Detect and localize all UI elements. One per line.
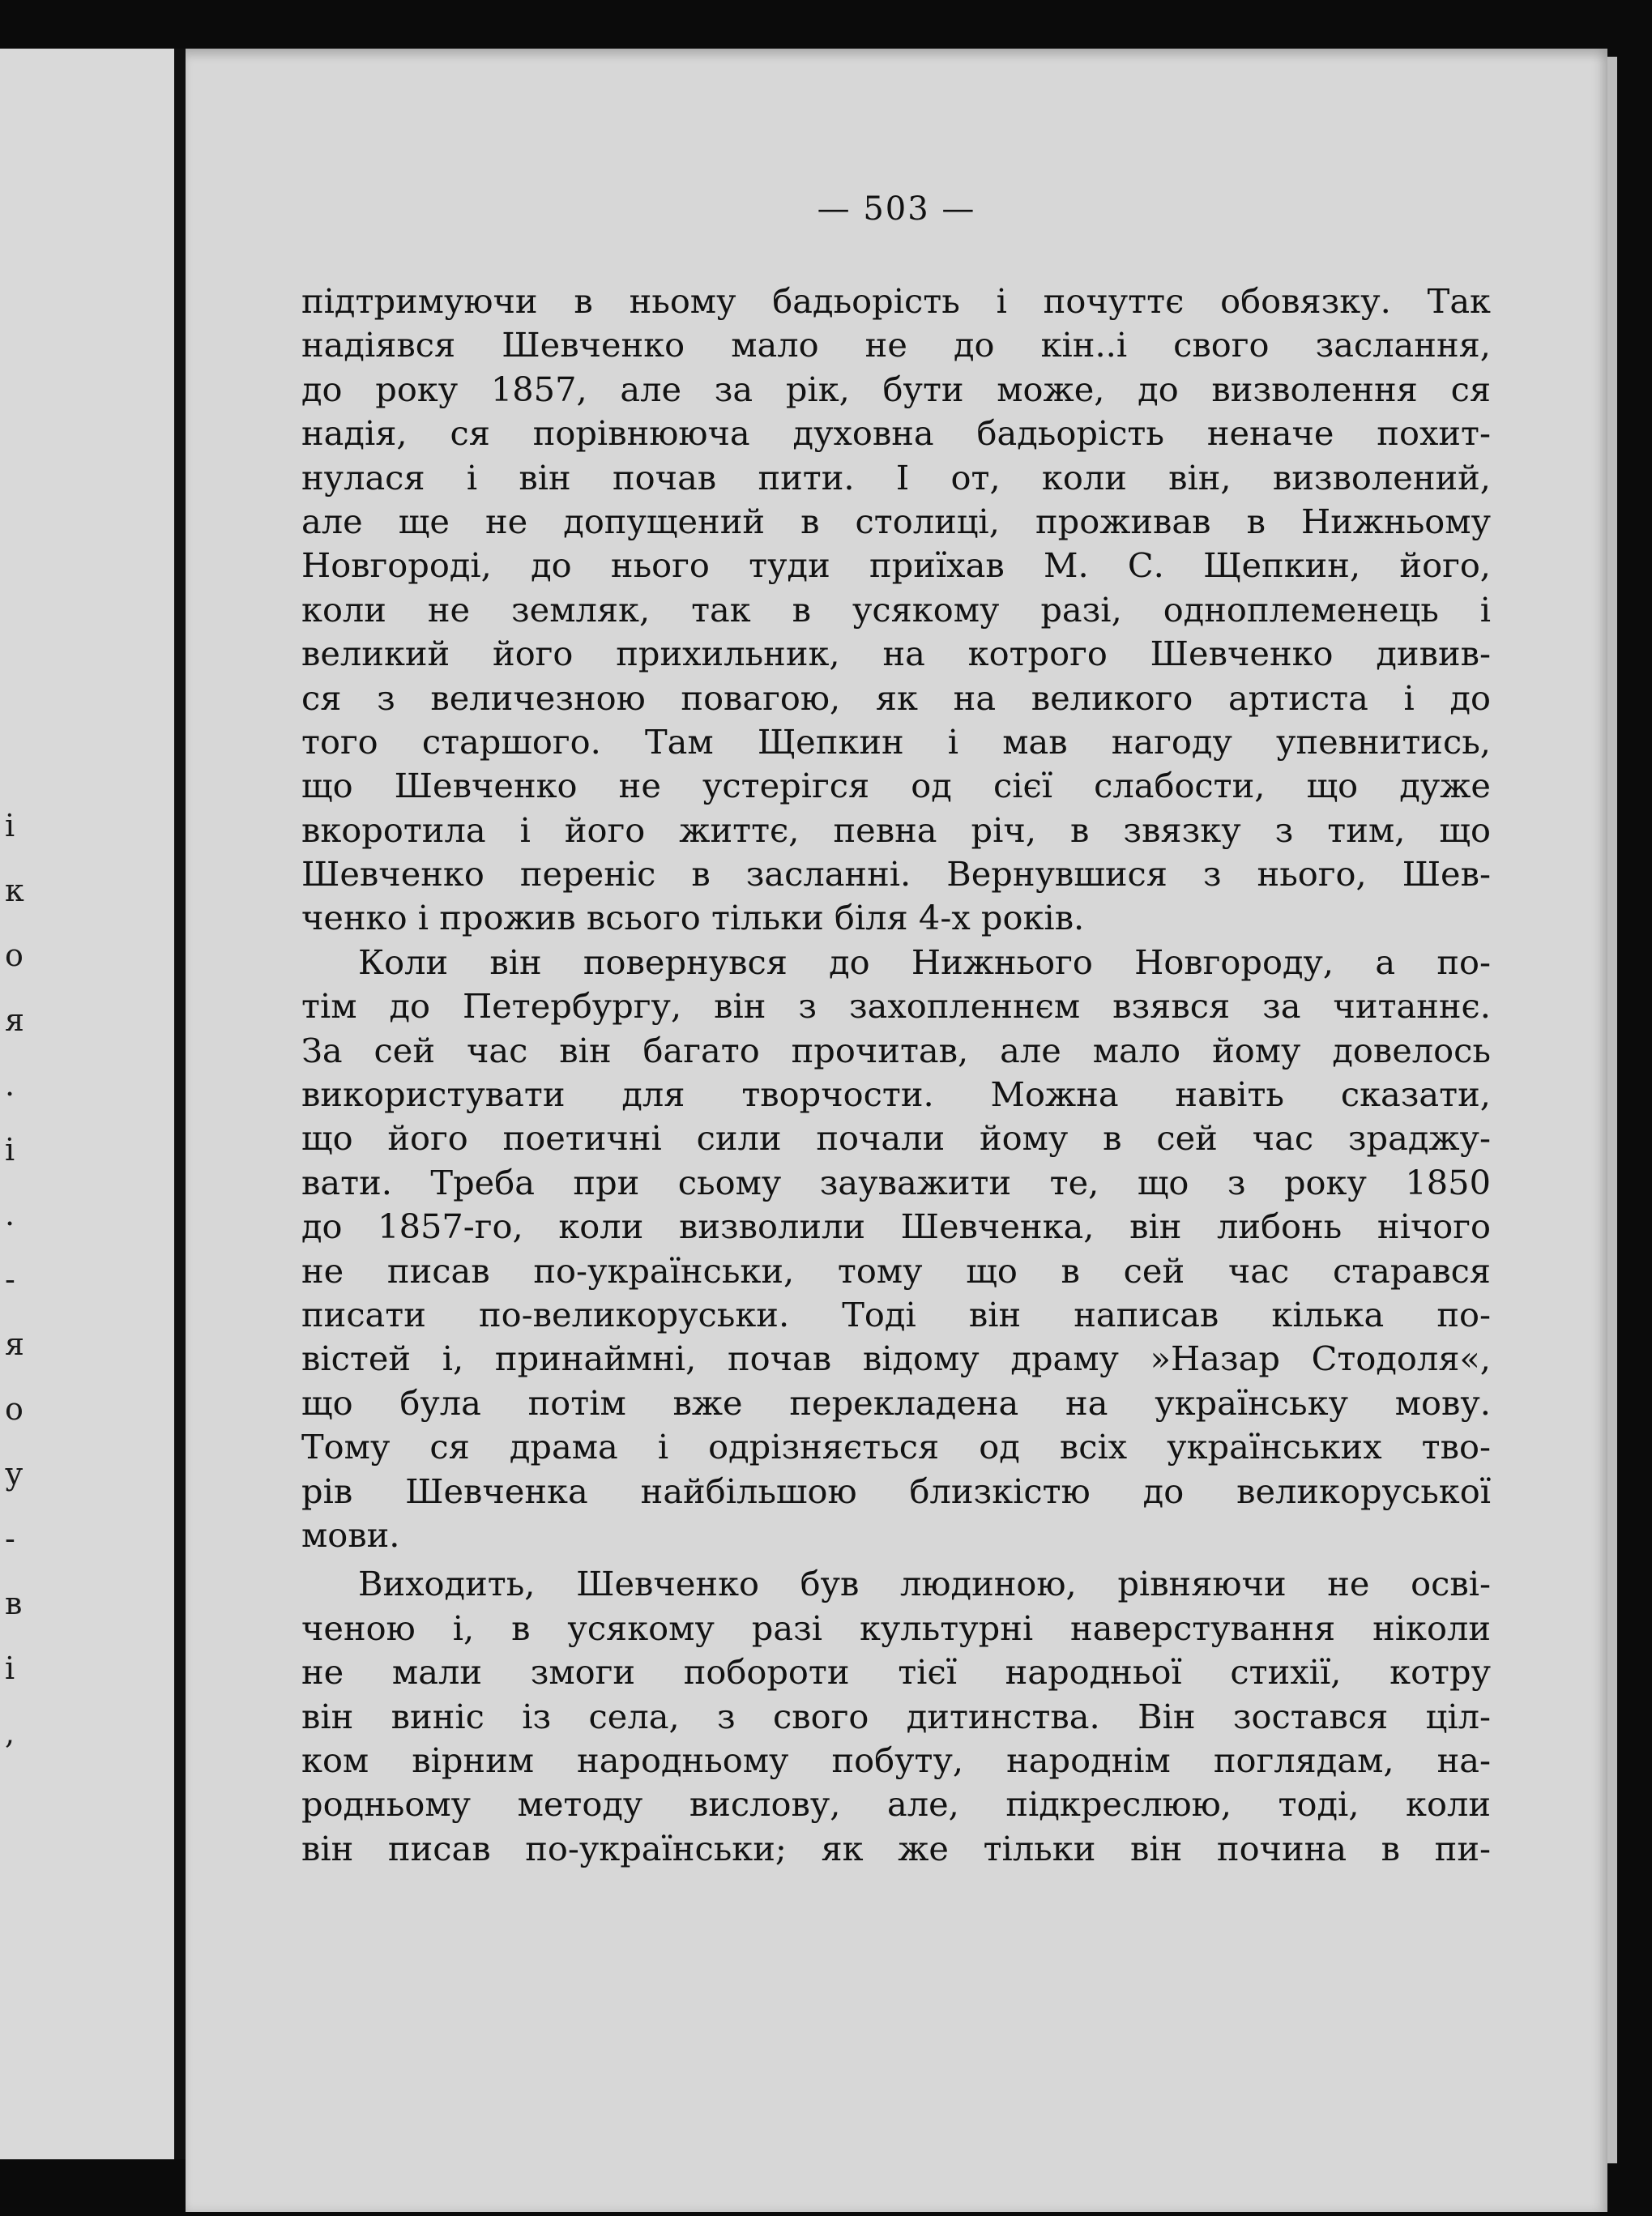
- previous-page-letter: і: [5, 1650, 15, 1686]
- text-line: до 1857-го, коли визволили Шевченка, він либонь нічого: [301, 1206, 1491, 1247]
- paragraph: [301, 941, 1491, 1557]
- text-line: Виходить, Шевченко був людиною, рівняючи не осві-: [358, 1564, 1491, 1604]
- text-line: не мали змоги побороти тієї народньої стихії, котру: [301, 1652, 1491, 1693]
- previous-page-letter: ,: [5, 1715, 15, 1751]
- previous-page-letters: [0, 49, 174, 2159]
- previous-page-letter: -: [5, 1262, 15, 1297]
- text-line: вістей і, принаймні, почав відому драму »Назар Стодоля«,: [301, 1339, 1491, 1379]
- text-line: вати. Треба при сьому зауважити те, що з року 1850: [301, 1162, 1491, 1202]
- text-line: За сей час він багато прочитав, але мало йому довелось: [301, 1030, 1491, 1070]
- previous-page-letter: у: [5, 1456, 23, 1492]
- text-line: вкоротила і його життє, певна річ, в звязку з тим, що: [301, 809, 1491, 850]
- text-line: надія, ся порівнююча духовна бадьорість неначе похит-: [301, 413, 1491, 454]
- paragraph: [301, 1562, 1491, 1871]
- text-line: але ще не допущений в столиці, проживав в Нижньому: [301, 501, 1491, 541]
- text-line: підтримуючи в ньому бадьорість і почуттє обовязку. Так: [301, 281, 1491, 321]
- text-line: мови.: [301, 1514, 400, 1555]
- page-number: — 503 —: [817, 190, 976, 228]
- previous-page-letter: .: [5, 1067, 15, 1103]
- text-line: Шевченко переніс в засланні. Вернувшися з нього, Шев-: [301, 854, 1491, 895]
- previous-page-letter: .: [5, 1197, 15, 1232]
- text-line: тім до Петербургу, він з захопленнєм взявся за читаннє.: [301, 986, 1491, 1027]
- text-line: нулася і він почав пити. І от, коли він, визволений,: [301, 457, 1491, 497]
- text-line: надіявся Шевченко мало не до кін..і свого заслання,: [301, 325, 1491, 365]
- text-line: ченко і прожив всього тільки біля 4-х років.: [301, 898, 1085, 938]
- text-line: що була потім вже перекладена на українську мову.: [301, 1382, 1491, 1423]
- text-line: що його поетичні сили почали йому в сей час зраджу-: [301, 1118, 1491, 1159]
- text-line: що Шевченко не устерігся од сієї слабости, що дуже: [301, 766, 1491, 806]
- text-line: Коли він повернувся до Нижнього Новгороду, а по-: [358, 941, 1491, 982]
- page-right-edge: [1607, 57, 1617, 2163]
- text-line: ся з величезною повагою, як на великого артиста і до: [301, 677, 1491, 718]
- body-text: [301, 280, 1491, 1871]
- book-gutter: [174, 49, 186, 2159]
- text-line: того старшого. Там Щепкин і мав нагоду упевнитись,: [301, 721, 1491, 762]
- text-line: до року 1857, але за рік, бути може, до визволення ся: [301, 369, 1491, 409]
- text-line: ченою і, в усякому разі культурні наверстування ніколи: [301, 1608, 1491, 1648]
- text-line: писати по-великоруськи. Тоді він написав кілька по-: [301, 1294, 1491, 1334]
- previous-page-letter: я: [5, 1326, 24, 1362]
- previous-page-letter: і: [5, 808, 15, 843]
- text-line: не писав по-українськи, тому що в сей час старався: [301, 1250, 1491, 1291]
- text-line: Тому ся драма і одрізняється од всіх українських тво-: [301, 1427, 1491, 1467]
- text-line: коли не земляк, так в усякому разі, одноплеменець і: [301, 589, 1491, 630]
- previous-page-letter: -: [5, 1521, 15, 1556]
- previous-page-letter: і: [5, 1132, 15, 1168]
- previous-page-letter: я: [5, 1002, 24, 1038]
- text-line: Новгороді, до нього туди приїхав М. С. Щепкин, його,: [301, 545, 1491, 586]
- previous-page-letter: о: [5, 1391, 23, 1427]
- previous-page-letter: о: [5, 937, 23, 973]
- text-line: він виніс із села, з свого дитинства. Він зостався ціл-: [301, 1696, 1491, 1736]
- text-line: ком вірним народньому побуту, народнім поглядам, на-: [301, 1740, 1491, 1780]
- paragraph: [301, 280, 1491, 941]
- text-line: він писав по-українськи; як же тільки він почина в пи-: [301, 1828, 1491, 1868]
- book-page: [186, 49, 1607, 2212]
- text-line: родньому методу вислову, але, підкреслюю, тоді, коли: [301, 1784, 1491, 1825]
- text-line: рів Шевченка найбільшою близкістю до великоруської: [301, 1471, 1491, 1511]
- previous-page-letter: к: [5, 873, 24, 908]
- text-line: великий його прихильник, на котрого Шевченко дивив-: [301, 634, 1491, 674]
- previous-page-edge: [0, 49, 174, 2159]
- text-line: використувати для творчости. Можна навіть сказати,: [301, 1074, 1491, 1115]
- previous-page-letter: в: [5, 1586, 23, 1621]
